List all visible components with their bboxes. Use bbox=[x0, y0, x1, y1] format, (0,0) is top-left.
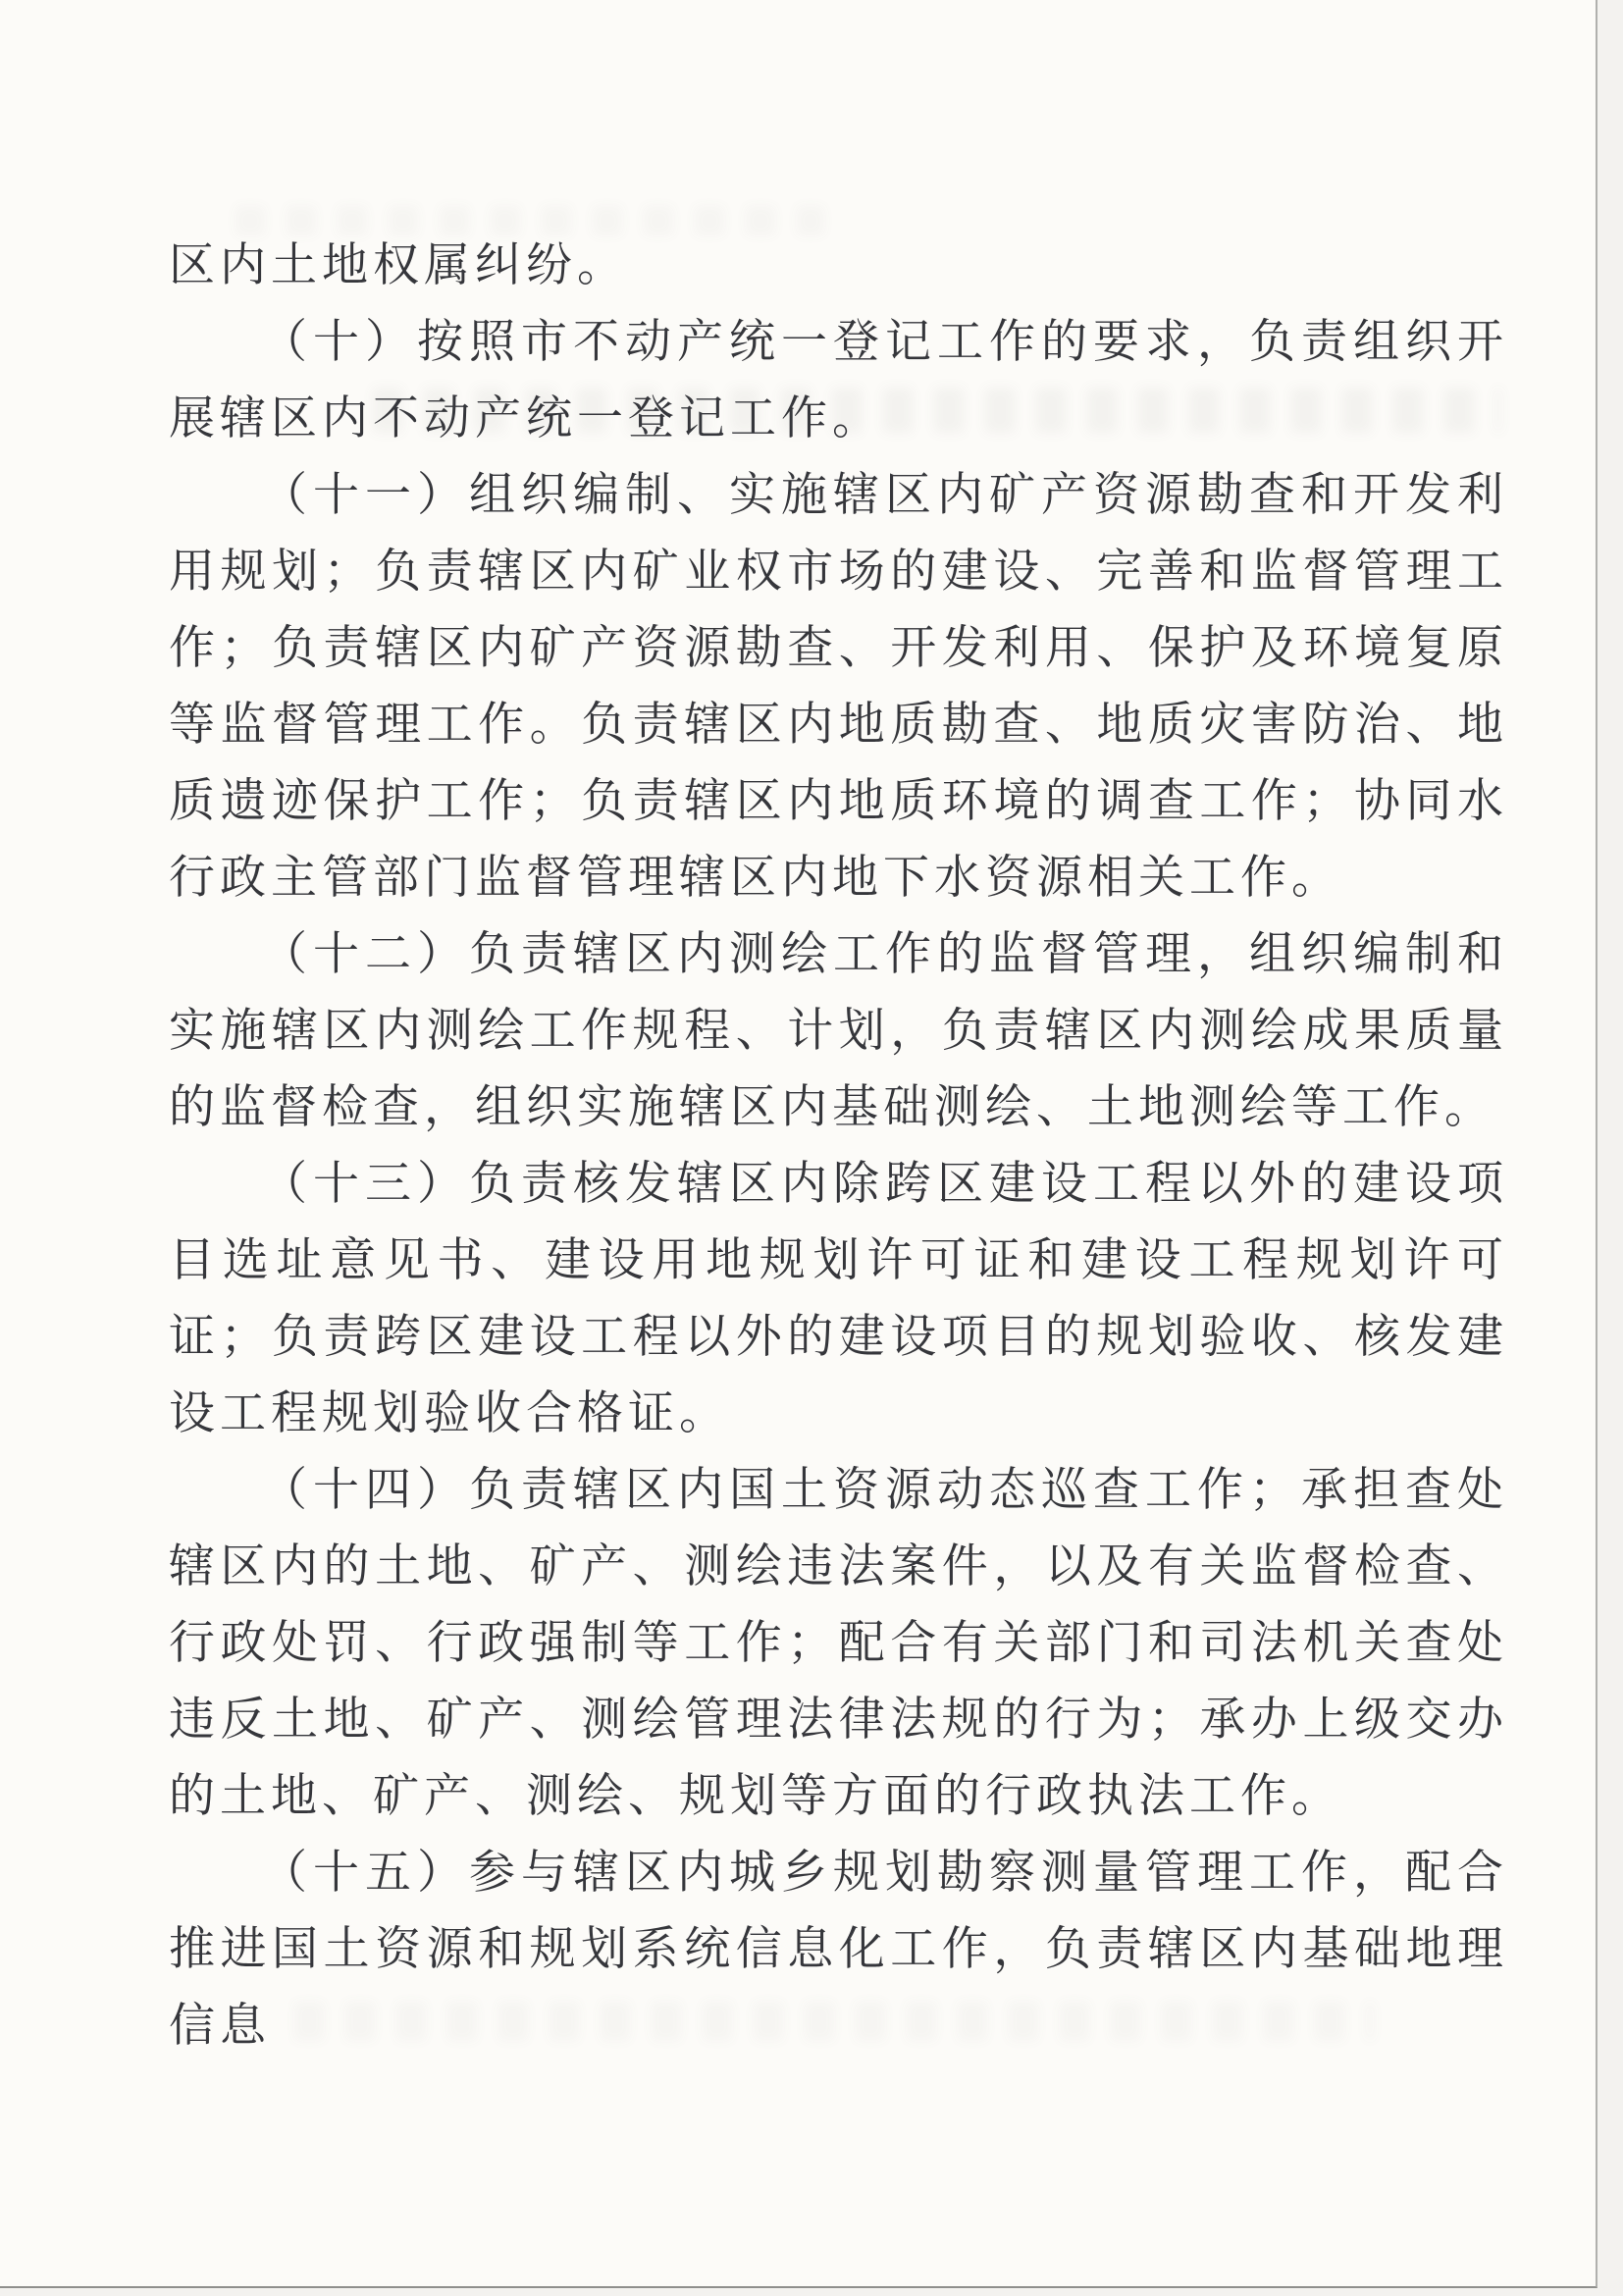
document-body bbox=[169, 228, 1508, 2064]
paragraph: （十）按照市不动产统一登记工作的要求，负责组织开展辖区内不动产统一登记工作。 bbox=[169, 317, 1508, 444]
paragraph: （十四）负责辖区内国土资源动态巡查工作；承担查处辖区内的土地、矿产、测绘违法案件，以及有关监督检查、行政处罚、行政强制等工作；配合有关部门和司法机关查处违反土地、矿产、测绘管理法律法规的行为；承办上级交办的土地、矿产、测绘、规划等方面的行政执法工作。 bbox=[169, 1465, 1508, 1822]
paragraph: 区内土地权属纠纷。 bbox=[169, 240, 628, 291]
paragraph: （十一）组织编制、实施辖区内矿产资源勘查和开发利用规划；负责辖区内矿业权市场的建设、完善和监督管理工作；负责辖区内矿产资源勘查、开发利用、保护及环境复原等监督管理工作。负责辖区内地质勘查、地质灾害防治、地质遗迹保护工作；负责辖区内地质环境的调查工作；协同水行政主管部门监督管理辖区内地下水资源相关工作。 bbox=[169, 470, 1508, 904]
paragraph: （十五）参与辖区内城乡规划勘察测量管理工作，配合推进国土资源和规划系统信息化工作，负责辖区内基础地理信息 bbox=[169, 1848, 1508, 2052]
paragraph: （十二）负责辖区内测绘工作的监督管理，组织编制和实施辖区内测绘工作规程、计划，负责辖区内测绘成果质量的监督检查，组织实施辖区内基础测绘、土地测绘等工作。 bbox=[169, 929, 1508, 1133]
paragraph: （十三）负责核发辖区内除跨区建设工程以外的建设项目选址意见书、建设用地规划许可证和建设工程规划许可证；负责跨区建设工程以外的建设项目的规划验收、核发建设工程规划验收合格证。 bbox=[169, 1159, 1508, 1439]
